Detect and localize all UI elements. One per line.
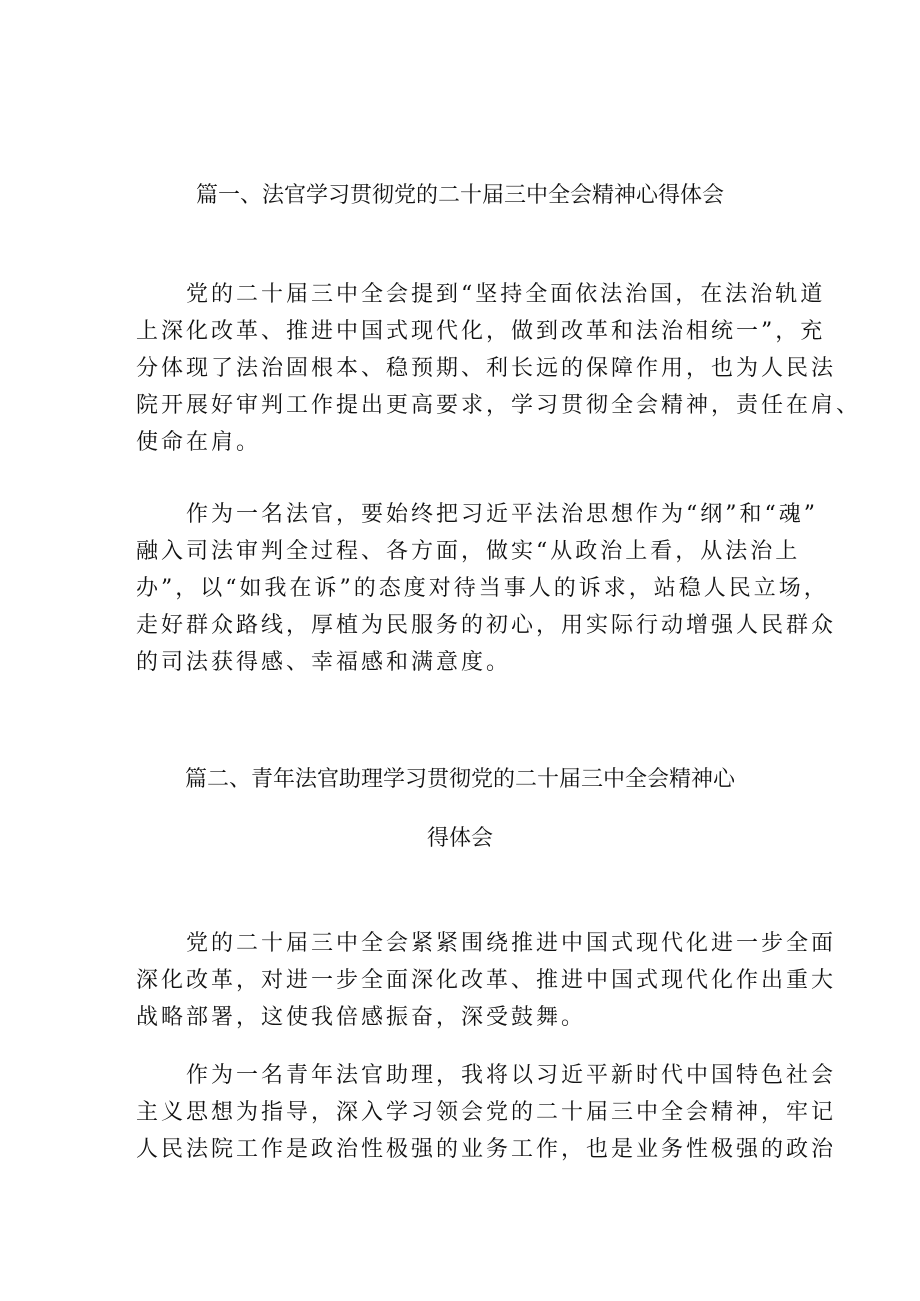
- section1-paragraph1: [136, 276, 862, 461]
- section1-title: 篇一、法官学习贯彻党的二十届三中全会精神心得体会: [195, 183, 724, 208]
- text-line: 的司法获得感、幸福感和满意度。: [136, 650, 512, 675]
- section2-title-line1: 篇二、青年法官助理学习贯彻党的二十届三中全会精神心: [184, 767, 735, 792]
- text-line: 主义思想为指导，深入学习领会党的二十届三中全会精神，牢记: [136, 1100, 837, 1125]
- text-line: 办”，以“如我在诉”的态度对待当事人的诉求，站稳人民立场，: [136, 576, 829, 601]
- text-line: 院开展好审判工作提出更高要求，学习贯彻全会精神，责任在肩、: [136, 393, 862, 418]
- text-line: 深化改革，对进一步全面深化改革、推进中国式现代化作出重大: [136, 968, 837, 993]
- text-line: 走好群众路线，厚植为民服务的初心，用实际行动增强人民群众: [136, 613, 837, 638]
- section2-title-line2: 得体会: [426, 826, 493, 851]
- text-line: 使命在肩。: [136, 430, 262, 455]
- text-line: 作为一名法官，要始终把习近平法治思想作为“纲”和“魂”: [186, 502, 818, 527]
- text-line: 人民法院工作是政治性极强的业务工作，也是业务性极强的政治: [136, 1137, 837, 1162]
- text-line: 战略部署，这使我倍感振奋，深受鼓舞。: [136, 1005, 587, 1030]
- section2-paragraph2: [136, 1057, 837, 1168]
- text-line: 作为一名青年法官助理，我将以习近平新时代中国特色社会: [186, 1063, 837, 1088]
- text-line: 党的二十届三中全会紧紧围绕推进中国式现代化进一步全面: [186, 931, 837, 956]
- text-line: 上深化改革、推进中国式现代化，做到改革和法治相统一”，充: [136, 319, 826, 344]
- section1-paragraph2: [136, 496, 837, 681]
- text-line: 党的二十届三中全会提到“坚持全面依法治国，在法治轨道: [186, 282, 826, 307]
- text-line: 融入司法审判全过程、各方面，做实“从政治上看，从法治上: [136, 539, 801, 564]
- text-line: 分体现了法治固根本、稳预期、利长远的保障作用，也为人民法: [136, 356, 837, 381]
- section2-paragraph1: [136, 925, 837, 1036]
